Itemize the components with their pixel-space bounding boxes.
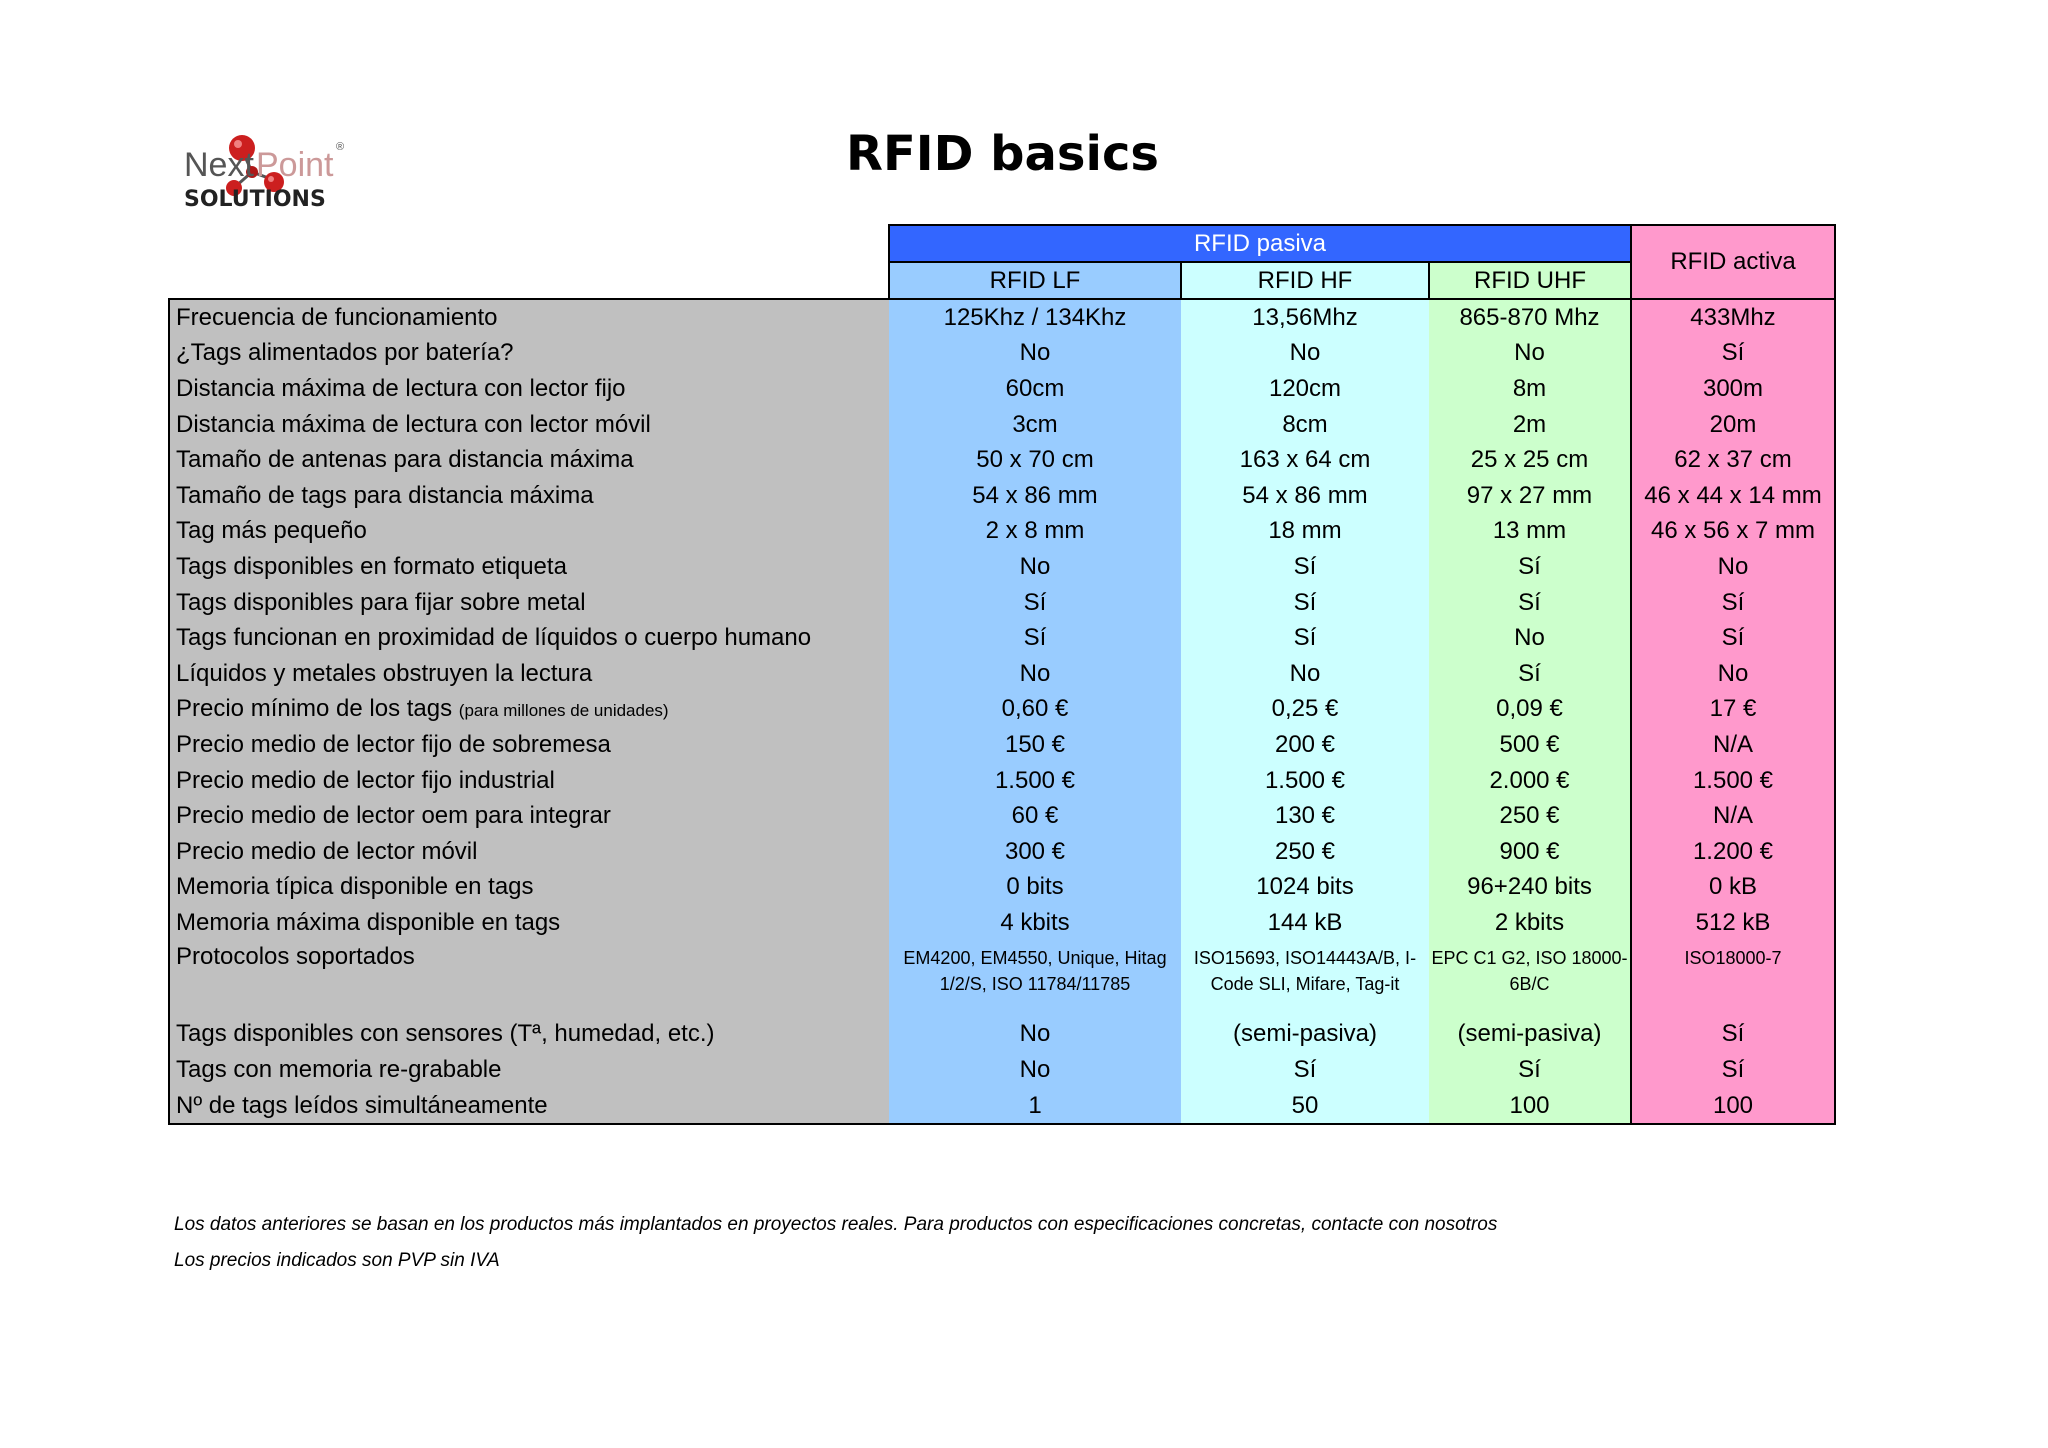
- row-label-cell: [169, 1017, 889, 1053]
- row-label: ¿Tags alimentados por batería?: [176, 339, 514, 367]
- page-title: RFID basics: [846, 126, 1159, 182]
- row-label: Memoria típica disponible en tags: [176, 873, 534, 901]
- cell-hf: No: [1181, 336, 1429, 372]
- cell-hf: 163 x 64 cm: [1181, 442, 1429, 478]
- row-label: Precio medio de lector fijo industrial: [176, 766, 555, 794]
- column-header-uhf: RFID UHF: [1429, 262, 1631, 299]
- row-label-cell: [169, 299, 889, 336]
- cell-activa: Sí: [1631, 585, 1835, 621]
- column-header-lf: RFID LF: [889, 262, 1181, 299]
- cell-hf: Sí: [1181, 1052, 1429, 1088]
- cell-hf: 0,25 €: [1181, 692, 1429, 728]
- row-label-cell: [169, 905, 889, 941]
- cell-activa: 46 x 56 x 7 mm: [1631, 514, 1835, 550]
- row-label: Tag más pequeño: [176, 517, 367, 545]
- cell-hf: 54 x 86 mm: [1181, 478, 1429, 514]
- table-row: [169, 442, 1835, 478]
- table-row: [169, 692, 1835, 728]
- cell-uhf: Sí: [1429, 585, 1631, 621]
- group-header-activa: RFID activa: [1631, 225, 1835, 299]
- footnote-data-source: Los datos anteriores se basan en los productos más implantados en proyectos reales. Para productos con especificaciones concretas, contacte con nosotros: [174, 1214, 1498, 1235]
- cell-uhf: 0,09 €: [1429, 692, 1631, 728]
- row-label-cell: [169, 620, 889, 656]
- cell-hf: 120cm: [1181, 371, 1429, 407]
- cell-uhf: Sí: [1429, 549, 1631, 585]
- column-header-hf: RFID HF: [1181, 262, 1429, 299]
- row-label-cell: [169, 585, 889, 621]
- row-label-cell: [169, 442, 889, 478]
- cell-hf: Sí: [1181, 585, 1429, 621]
- row-label: Tags con memoria re-grabable: [176, 1056, 502, 1084]
- row-label-cell: [169, 763, 889, 799]
- svg-text:®: ®: [336, 141, 345, 153]
- row-label: Memoria máxima disponible en tags: [176, 908, 561, 936]
- row-label: Precio medio de lector móvil: [176, 837, 478, 865]
- cell-uhf: 25 x 25 cm: [1429, 442, 1631, 478]
- cell-uhf: 500 €: [1429, 727, 1631, 763]
- cell-activa: N/A: [1631, 798, 1835, 834]
- table-row: [169, 299, 1835, 336]
- table-row: [169, 798, 1835, 834]
- row-label-cell: [169, 1088, 889, 1125]
- table-row: [169, 727, 1835, 763]
- row-label-cell: [169, 798, 889, 834]
- table-row: [169, 656, 1835, 692]
- table-row: [169, 1052, 1835, 1088]
- cell-activa: ISO18000-7: [1631, 941, 1835, 1017]
- row-label: Tamaño de tags para distancia máxima: [176, 481, 594, 509]
- cell-uhf: 865-870 Mhz: [1429, 299, 1631, 336]
- group-header-row: [169, 225, 1835, 262]
- cell-lf: 54 x 86 mm: [889, 478, 1181, 514]
- cell-uhf: 900 €: [1429, 834, 1631, 870]
- row-label: Líquidos y metales obstruyen la lectura: [176, 659, 593, 687]
- group-header-pasiva: RFID pasiva: [889, 225, 1631, 262]
- cell-lf: No: [889, 549, 1181, 585]
- cell-activa: 100: [1631, 1088, 1835, 1125]
- table-row: [169, 1088, 1835, 1125]
- svg-text:Point: Point: [256, 146, 334, 184]
- cell-uhf: 250 €: [1429, 798, 1631, 834]
- table-row: [169, 336, 1835, 372]
- cell-hf: Sí: [1181, 549, 1429, 585]
- cell-lf: Sí: [889, 585, 1181, 621]
- cell-lf: No: [889, 656, 1181, 692]
- table-row: [169, 834, 1835, 870]
- cell-activa: 512 kB: [1631, 905, 1835, 941]
- cell-uhf: 97 x 27 mm: [1429, 478, 1631, 514]
- table-row: [169, 549, 1835, 585]
- table-row: [169, 870, 1835, 906]
- cell-lf: 60cm: [889, 371, 1181, 407]
- cell-lf: No: [889, 336, 1181, 372]
- cell-lf: 1: [889, 1088, 1181, 1125]
- table-row: [169, 585, 1835, 621]
- row-label-cell: [169, 336, 889, 372]
- row-label-cell: [169, 727, 889, 763]
- row-label: Tags disponibles para fijar sobre metal: [176, 588, 586, 616]
- cell-activa: N/A: [1631, 727, 1835, 763]
- row-label: Frecuencia de funcionamiento: [176, 303, 498, 331]
- table-row: [169, 941, 1835, 1017]
- row-label-cell: [169, 834, 889, 870]
- cell-lf: 2 x 8 mm: [889, 514, 1181, 550]
- cell-hf: (semi-pasiva): [1181, 1017, 1429, 1053]
- cell-uhf: 2.000 €: [1429, 763, 1631, 799]
- row-label-cell: [169, 371, 889, 407]
- cell-lf: 125Khz / 134Khz: [889, 299, 1181, 336]
- cell-activa: 20m: [1631, 407, 1835, 443]
- cell-activa: 17 €: [1631, 692, 1835, 728]
- table-row: [169, 478, 1835, 514]
- cell-hf: 18 mm: [1181, 514, 1429, 550]
- cell-hf: 200 €: [1181, 727, 1429, 763]
- cell-activa: No: [1631, 549, 1835, 585]
- row-label-cell: [169, 478, 889, 514]
- cell-hf: 130 €: [1181, 798, 1429, 834]
- row-label-cell: [169, 870, 889, 906]
- row-label: Tags disponibles en formato etiqueta: [176, 552, 567, 580]
- row-label-cell: [169, 941, 889, 1017]
- cell-uhf: EPC C1 G2, ISO 18000-6B/C: [1429, 941, 1631, 1017]
- svg-text:Next: Next: [184, 146, 254, 184]
- cell-uhf: 100: [1429, 1088, 1631, 1125]
- cell-hf: 250 €: [1181, 834, 1429, 870]
- cell-lf: 0 bits: [889, 870, 1181, 906]
- cell-lf: Sí: [889, 620, 1181, 656]
- cell-uhf: No: [1429, 620, 1631, 656]
- table-row: [169, 1017, 1835, 1053]
- cell-activa: 433Mhz: [1631, 299, 1835, 336]
- row-label: Nº de tags leídos simultáneamente: [176, 1091, 548, 1119]
- row-label: Precio mínimo de los tags: [176, 695, 453, 723]
- cell-uhf: Sí: [1429, 1052, 1631, 1088]
- cell-activa: Sí: [1631, 1017, 1835, 1053]
- cell-uhf: (semi-pasiva): [1429, 1017, 1631, 1053]
- cell-uhf: Sí: [1429, 656, 1631, 692]
- row-label-cell: [169, 656, 889, 692]
- cell-activa: No: [1631, 656, 1835, 692]
- row-label: Distancia máxima de lectura con lector móvil: [176, 410, 651, 438]
- table-row: [169, 763, 1835, 799]
- cell-hf: No: [1181, 656, 1429, 692]
- row-label-note: (para millones de unidades): [458, 701, 669, 721]
- cell-lf: 3cm: [889, 407, 1181, 443]
- table-row: [169, 407, 1835, 443]
- cell-uhf: 96+240 bits: [1429, 870, 1631, 906]
- cell-lf: 1.500 €: [889, 763, 1181, 799]
- cell-lf: No: [889, 1052, 1181, 1088]
- cell-hf: 1024 bits: [1181, 870, 1429, 906]
- cell-lf: 50 x 70 cm: [889, 442, 1181, 478]
- cell-hf: 13,56Mhz: [1181, 299, 1429, 336]
- table-row: [169, 905, 1835, 941]
- row-label: Tamaño de antenas para distancia máxima: [176, 446, 634, 474]
- cell-lf: EM4200, EM4550, Unique, Hitag 1/2/S, ISO 11784/11785: [889, 941, 1181, 1017]
- footnote-prices: Los precios indicados son PVP sin IVA: [174, 1250, 500, 1271]
- rfid-comparison-table: [168, 224, 1836, 1125]
- cell-hf: Sí: [1181, 620, 1429, 656]
- row-label-cell: [169, 407, 889, 443]
- row-label: Tags disponibles con sensores (Tª, humedad, etc.): [176, 1020, 715, 1048]
- row-label: Protocolos soportados: [176, 942, 415, 970]
- cell-lf: 60 €: [889, 798, 1181, 834]
- cell-activa: 0 kB: [1631, 870, 1835, 906]
- cell-activa: 1.200 €: [1631, 834, 1835, 870]
- row-label-cell: [169, 549, 889, 585]
- table-body: [169, 299, 1835, 1124]
- cell-uhf: 2m: [1429, 407, 1631, 443]
- cell-uhf: No: [1429, 336, 1631, 372]
- cell-lf: 300 €: [889, 834, 1181, 870]
- row-label-cell: [169, 514, 889, 550]
- row-label-cell: [169, 692, 889, 728]
- row-label: Distancia máxima de lectura con lector fijo: [176, 374, 626, 402]
- cell-uhf: 2 kbits: [1429, 905, 1631, 941]
- table-row: [169, 371, 1835, 407]
- cell-lf: 150 €: [889, 727, 1181, 763]
- cell-activa: Sí: [1631, 336, 1835, 372]
- cell-hf: 8cm: [1181, 407, 1429, 443]
- table-row: [169, 514, 1835, 550]
- cell-uhf: 8m: [1429, 371, 1631, 407]
- cell-hf: 144 kB: [1181, 905, 1429, 941]
- cell-hf: 1.500 €: [1181, 763, 1429, 799]
- cell-activa: 62 x 37 cm: [1631, 442, 1835, 478]
- cell-activa: Sí: [1631, 620, 1835, 656]
- cell-hf: 50: [1181, 1088, 1429, 1125]
- row-label: Tags funcionan en proximidad de líquidos o cuerpo humano: [176, 624, 812, 652]
- table-row: [169, 620, 1835, 656]
- cell-lf: No: [889, 1017, 1181, 1053]
- cell-activa: 46 x 44 x 14 mm: [1631, 478, 1835, 514]
- cell-hf: ISO15693, ISO14443A/B, I-Code SLI, Mifare, Tag-it: [1181, 941, 1429, 1017]
- row-label: Precio medio de lector oem para integrar: [176, 802, 611, 830]
- cell-lf: 0,60 €: [889, 692, 1181, 728]
- svg-text:SOLUTIONS: SOLUTIONS: [184, 187, 326, 212]
- cell-activa: 300m: [1631, 371, 1835, 407]
- row-label: Precio medio de lector fijo de sobremesa: [176, 730, 611, 758]
- header-blank-cell: [169, 225, 889, 299]
- cell-lf: 4 kbits: [889, 905, 1181, 941]
- row-label-cell: [169, 1052, 889, 1088]
- cell-uhf: 13 mm: [1429, 514, 1631, 550]
- cell-activa: 1.500 €: [1631, 763, 1835, 799]
- cell-activa: Sí: [1631, 1052, 1835, 1088]
